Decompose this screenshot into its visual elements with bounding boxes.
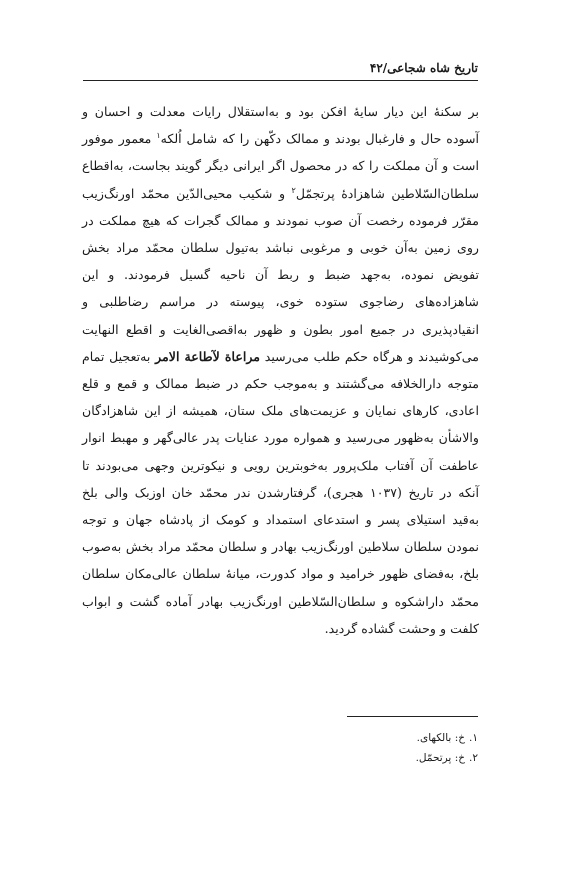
footnote-ref-2: ۲ (291, 185, 296, 195)
footnote-divider (347, 716, 478, 717)
footnote-ref-1: ۱ (156, 131, 161, 141)
main-text (82, 98, 479, 642)
text-segment: معمور موفور است و آن مملکت را که در محصول اگر ایرانی دیگر گویند بجاست، به‌اقطاع سلطان‌السّلاطین شاهزادهٔ پرتجمّل (82, 131, 480, 201)
paragraph (82, 98, 479, 642)
bold-phrase: مراعاة لآطاعة الامر (155, 348, 261, 364)
footnote-1 (83, 728, 478, 748)
text-segment: بر سکنهٔ این دیار سایهٔ افکن بود و به‌استقلال رایات معدلت و احسان و آسوده حال و فارغبال بودند و ممالک دکّهن را که شامل اُلکه (82, 104, 480, 147)
footnote-number: ۱. (469, 732, 478, 744)
running-header (83, 60, 478, 76)
footnotes (83, 728, 478, 768)
text-segment: و شکیب محیی‌الدّین محمّد اورنگ‌زیب مقرّر فرموده رخصت آن صوب نمودند و ممالک گجرات که هیچ مملکت در روی زمین به‌آن خوبی و مرغوبی نباشد به‌تیول سلطان محمّد مراد بخش تفویض نموده، به‌جهد ضبط و ربط آن ناحیه گسیل فرمودند. و این شاهزاده‌های رضاجوی ستوده خوی، پیوسته در مراسم رضاطلبی و انقیادپذیری در جمیع امور بطون و ظهور به‌اقصی‌الغایت و اقطع النهایت می‌کوشیدند و هرگاه حکم طلب می‌رسید (82, 185, 479, 364)
header-divider (83, 80, 478, 81)
footnote-2 (83, 748, 478, 768)
footnote-number: ۲. (469, 752, 478, 764)
running-title: تاریخ شاه شجاعی/۴۲ (369, 61, 478, 75)
text-segment: به‌تعجیل تمام متوجه دارالخلافه می‌گشتند و به‌موجب حکم در ضبط ممالک و قمع و قلع اعادی، کارهای نمایان و عزیمت‌های ملک ستان، همیشه از این شاهزادگان والاشأن به‌ظهور می‌رسید و همواره مورد عنایات پدر عالی‌گهر و مهبط انوار عاطفت آن آفتاب ملک‌پرور به‌خوبترین رویی و نیکوترین وجهی می‌بودند تا آنکه در تاریخ (۱۰۳۷ هجری)، گرفتارشدن ندر محمّد خان اوزبک والی بلخ به‌قید استیلای پسر و استدعای استمداد و کومک از پادشاه جهان و توجه نمودن سلطان سلاطین اورنگ‌زیب بهادر و سلطان محمّد مراد بخش به‌صوب بلخ، به‌فضای ظهور خرامید و مواد کدورت، میانهٔ سلطان عالی‌مکان سلطان محمّد داراشکوه و سلطان‌السّلاطین اورنگ‌زیب بهادر آماده گشت و ابواب کلفت و وحشت گشاده گردید. (82, 348, 479, 636)
footnote-text: خ: بالکهای. (416, 732, 466, 744)
footnote-text: خ: پرتحمّل. (415, 752, 466, 764)
